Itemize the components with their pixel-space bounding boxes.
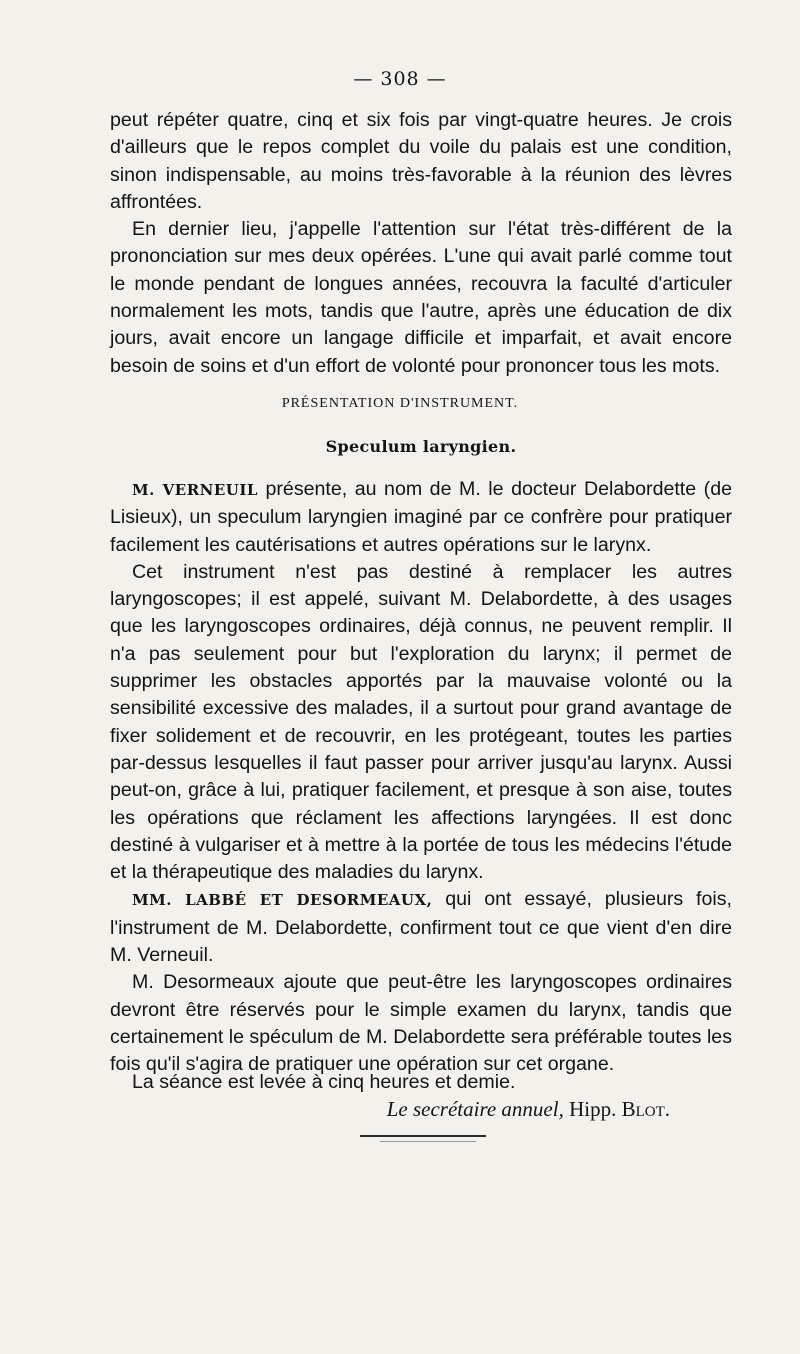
paragraph-3: [110, 476, 732, 559]
section-heading: PRÉSENTATION D'INSTRUMENT.: [281, 396, 519, 411]
minutes-text: [110, 476, 732, 1079]
end-rule-secondary: [380, 1141, 476, 1142]
paragraph-5-text: qui ont essayé, plusieurs fois, l'instrument de M. Delabordette, confirment tout ce que vient d'en dire M. Verneuil.: [110, 888, 732, 967]
speaker-verneuil: M. VERNEUIL: [132, 481, 258, 499]
page-number: — 308 —: [353, 68, 447, 90]
end-rule: [360, 1135, 486, 1137]
body-text: [110, 107, 732, 380]
adjourn-line: La séance est levée à cinq heures et demie.: [132, 1071, 516, 1093]
signature-first: Hipp.: [569, 1097, 617, 1122]
closing-text: [110, 1069, 732, 1124]
speaker-labbe-desormeaux: MM. LABBÉ ET DESORMEAUX,: [132, 891, 433, 910]
paragraph-5: [110, 886, 732, 969]
subsection-heading: Speculum laryngien.: [325, 437, 517, 456]
paragraph-6: M. Desormeaux ajoute que peut-être les laryngoscopes ordinaires devront être réservés pour le simple examen du larynx, tandis que certainement le spéculum de M. Delabordette sera préférable toutes les fois qu'il s'agira de pratiquer une opération sur cet organe.: [110, 971, 732, 1076]
signature: [110, 1096, 732, 1123]
signature-last: Blot.: [621, 1097, 670, 1122]
paragraph-4: Cet instrument n'est pas destiné à remplacer les autres laryngoscopes; il est appelé, suivant M. Delabordette, à des usages que les laryngoscopes ordinaires, déjà connus, ne peuvent remplir. Il n'a pas seulement pour but l'exploration du larynx; il permet de supprimer les obstacles apportés par la mauvaise volonté ou la sensibilité excessive des malades, il a surtout pour grand avantage de fixer solidement et de recouvrir, en les protégeant, toutes les parties par-dessus lesquelles il faut passer pour arriver jusqu'au larynx. Aussi peut-on, grâce à lui, pratiquer facilement, et presque à son aise, toutes les opérations que réclament les affections laryngées. Il est donc destiné à vulgariser et à mettre à la portée de tous les médecins l'étude et la thérapeutique des maladies du larynx.: [110, 560, 732, 884]
signature-role: Le secrétaire annuel,: [386, 1097, 564, 1122]
paragraph-1: peut répéter quatre, cinq et six fois par vingt-quatre heures. Je crois d'ailleurs que le repos complet du voile du palais est une condition, sinon indispensable, au moins très-favorable à la réunion des lèvres affrontées.: [110, 109, 732, 213]
paragraph-3-text: présente, au nom de M. le docteur Delabordette (de Lisieux), un speculum laryngien imaginé par ce confrère pour pratiquer facilement les cautérisations et autres opérations sur le larynx.: [110, 478, 732, 556]
paragraph-2: En dernier lieu, j'appelle l'attention sur l'état très-différent de la prononciation sur mes deux opérées. L'une qui avait parlé comme tout le monde pendant de longues années, recouvra la faculté d'articuler normalement les mots, tandis que l'autre, après une éducation de dix jours, avait encore un langage difficile et imparfait, et avait encore besoin de soins et d'un effort de volonté pour prononcer tous les mots.: [110, 218, 732, 377]
